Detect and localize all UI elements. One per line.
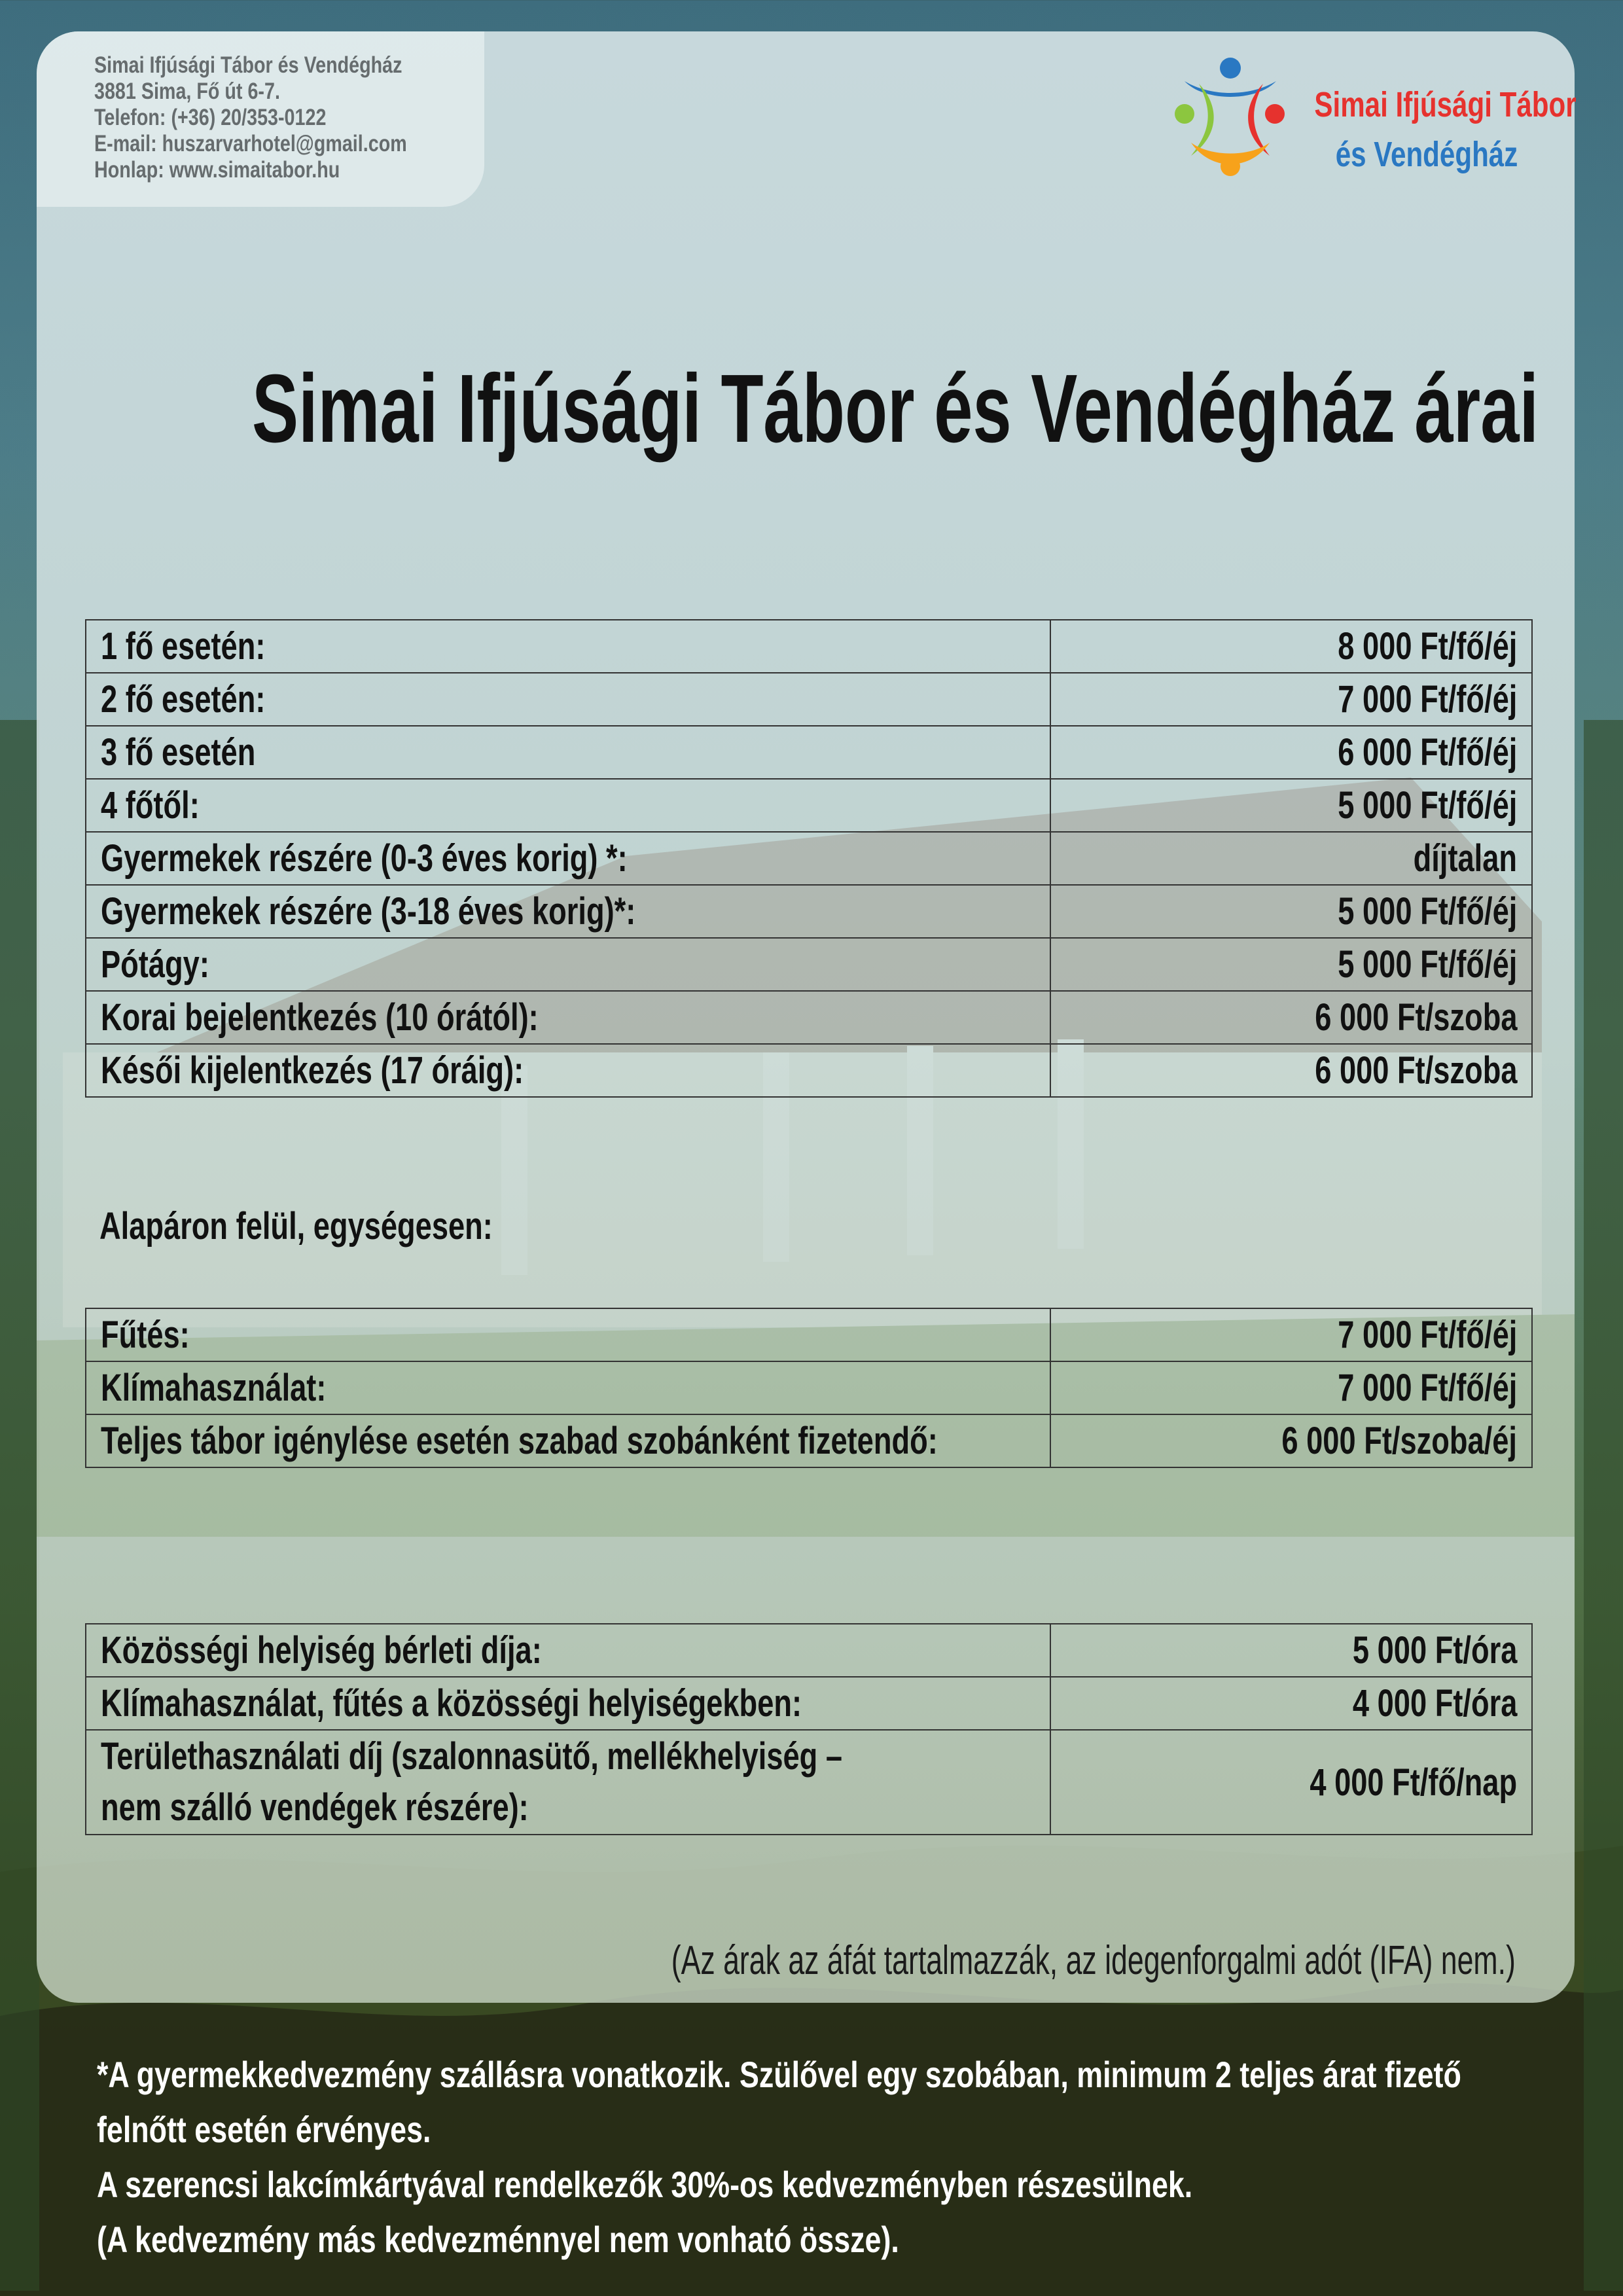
price-value: 4 000 Ft/óra (1352, 1682, 1517, 1725)
footer-notes (97, 2047, 1623, 2267)
logo-head-red (1265, 104, 1285, 124)
table-row (86, 620, 1532, 673)
contact-phone[interactable]: Telefon: (+36) 20/353-0122 (94, 105, 327, 130)
price-label-line1: Területhasználati díj (szalonnasütő, mellékhelyiség – (101, 1735, 843, 1778)
table-row (86, 1730, 1532, 1835)
table-row (86, 1414, 1532, 1467)
price-value: 7 000 Ft/fő/éj (1337, 1314, 1517, 1356)
price-label: Késői kijelentkezés (17 óráig): (101, 1049, 524, 1092)
price-value: 4 000 Ft/fő/nap (1310, 1761, 1517, 1804)
logo-arm-orange (1191, 143, 1270, 164)
table-row (86, 726, 1532, 779)
table-row (86, 779, 1532, 832)
left-tree-edge (0, 720, 39, 2291)
table-row (86, 938, 1532, 991)
price-label: 4 főtől: (101, 784, 200, 827)
price-label: Gyermekek részére (0-3 éves korig) *: (101, 837, 628, 880)
community-price-table (85, 1623, 1533, 1835)
contact-website[interactable]: Honlap: www.simaitabor.hu (94, 157, 340, 183)
price-value: 5 000 Ft/óra (1352, 1629, 1517, 1672)
price-label: Közösségi helyiség bérleti díja: (101, 1629, 542, 1672)
contact-address: 3881 Sima, Fő út 6-7. (94, 79, 280, 104)
table-row (86, 1308, 1532, 1361)
price-value: 6 000 Ft/szoba/éj (1281, 1420, 1517, 1462)
table-row (86, 1044, 1532, 1097)
vat-note: (Az árak az áfát tartalmazzák, az idegenforgalmi adót (IFA) nem.) (671, 1938, 1516, 1983)
logo-head-green (1175, 104, 1194, 124)
table-row (86, 1677, 1532, 1730)
price-label-line2: nem szálló vendégek részére): (101, 1786, 529, 1829)
contact-email[interactable]: E-mail: huszarvarhotel@gmail.com (94, 131, 407, 156)
price-label: Gyermekek részére (3-18 éves korig)*: (101, 890, 636, 933)
price-value: 6 000 Ft/szoba (1314, 1049, 1517, 1092)
logo-arm-blue (1185, 81, 1276, 97)
footer-line: felnőtt esetén érvényes. (97, 2109, 431, 2150)
price-label: Pótágy: (101, 943, 209, 986)
price-value: 5 000 Ft/fő/éj (1337, 784, 1517, 827)
logo-text (1283, 80, 1577, 179)
footer-line: A szerencsi lakcímkártyával rendelkezők 30%-os kedvezményben részesülnek. (97, 2164, 1193, 2205)
page-title: Simai Ifjúsági Tábor és Vendégház árai (251, 355, 1539, 463)
price-value: 7 000 Ft/fő/éj (1337, 1367, 1517, 1409)
price-value: 5 000 Ft/fő/éj (1337, 943, 1517, 986)
footer-line: (A kedvezmény más kedvezménnyel nem vonható össze). (97, 2219, 899, 2260)
price-label: 1 fő esetén: (101, 625, 266, 668)
extras-heading: Alapáron felül, egységesen: (99, 1205, 493, 1247)
price-label: Korai bejelentkezés (10 órától): (101, 996, 539, 1039)
price-value: 5 000 Ft/fő/éj (1337, 890, 1517, 933)
contact-info (94, 52, 476, 183)
logo-line2: és Vendégház (1335, 135, 1518, 174)
price-label: 2 fő esetén: (101, 678, 266, 721)
price-value: 6 000 Ft/fő/éj (1337, 731, 1517, 774)
table-row (86, 885, 1532, 938)
logo-people-icon (1165, 51, 1296, 182)
price-value: 8 000 Ft/fő/éj (1337, 625, 1517, 668)
logo-head-blue (1220, 58, 1241, 79)
price-label: Klímahasználat: (101, 1367, 327, 1409)
price-value: 6 000 Ft/szoba (1314, 996, 1517, 1039)
price-label: Klímahasználat, fűtés a közösségi helyiségekben: (101, 1682, 802, 1725)
table-row (86, 1624, 1532, 1677)
contact-name: Simai Ifjúsági Tábor és Vendégház (94, 52, 402, 78)
price-label: Teljes tábor igénylése esetén szabad szobánként fizetendő: (101, 1420, 938, 1462)
extras-price-table (85, 1308, 1533, 1468)
logo-line1: Simai Ifjúsági Tábor (1314, 85, 1577, 124)
footer-line: *A gyermekkedvezmény szállásra vonatkozik. Szülővel egy szobában, minimum 2 teljes árat fizető (97, 2054, 1461, 2095)
table-row (86, 991, 1532, 1044)
accommodation-price-table (85, 619, 1533, 1098)
table-row (86, 832, 1532, 885)
table-row (86, 1361, 1532, 1414)
table-row (86, 673, 1532, 726)
price-label: Fűtés: (101, 1314, 190, 1356)
price-value: 7 000 Ft/fő/éj (1337, 678, 1517, 721)
price-label: 3 fő esetén (101, 731, 256, 774)
price-value: díjtalan (1413, 837, 1517, 880)
